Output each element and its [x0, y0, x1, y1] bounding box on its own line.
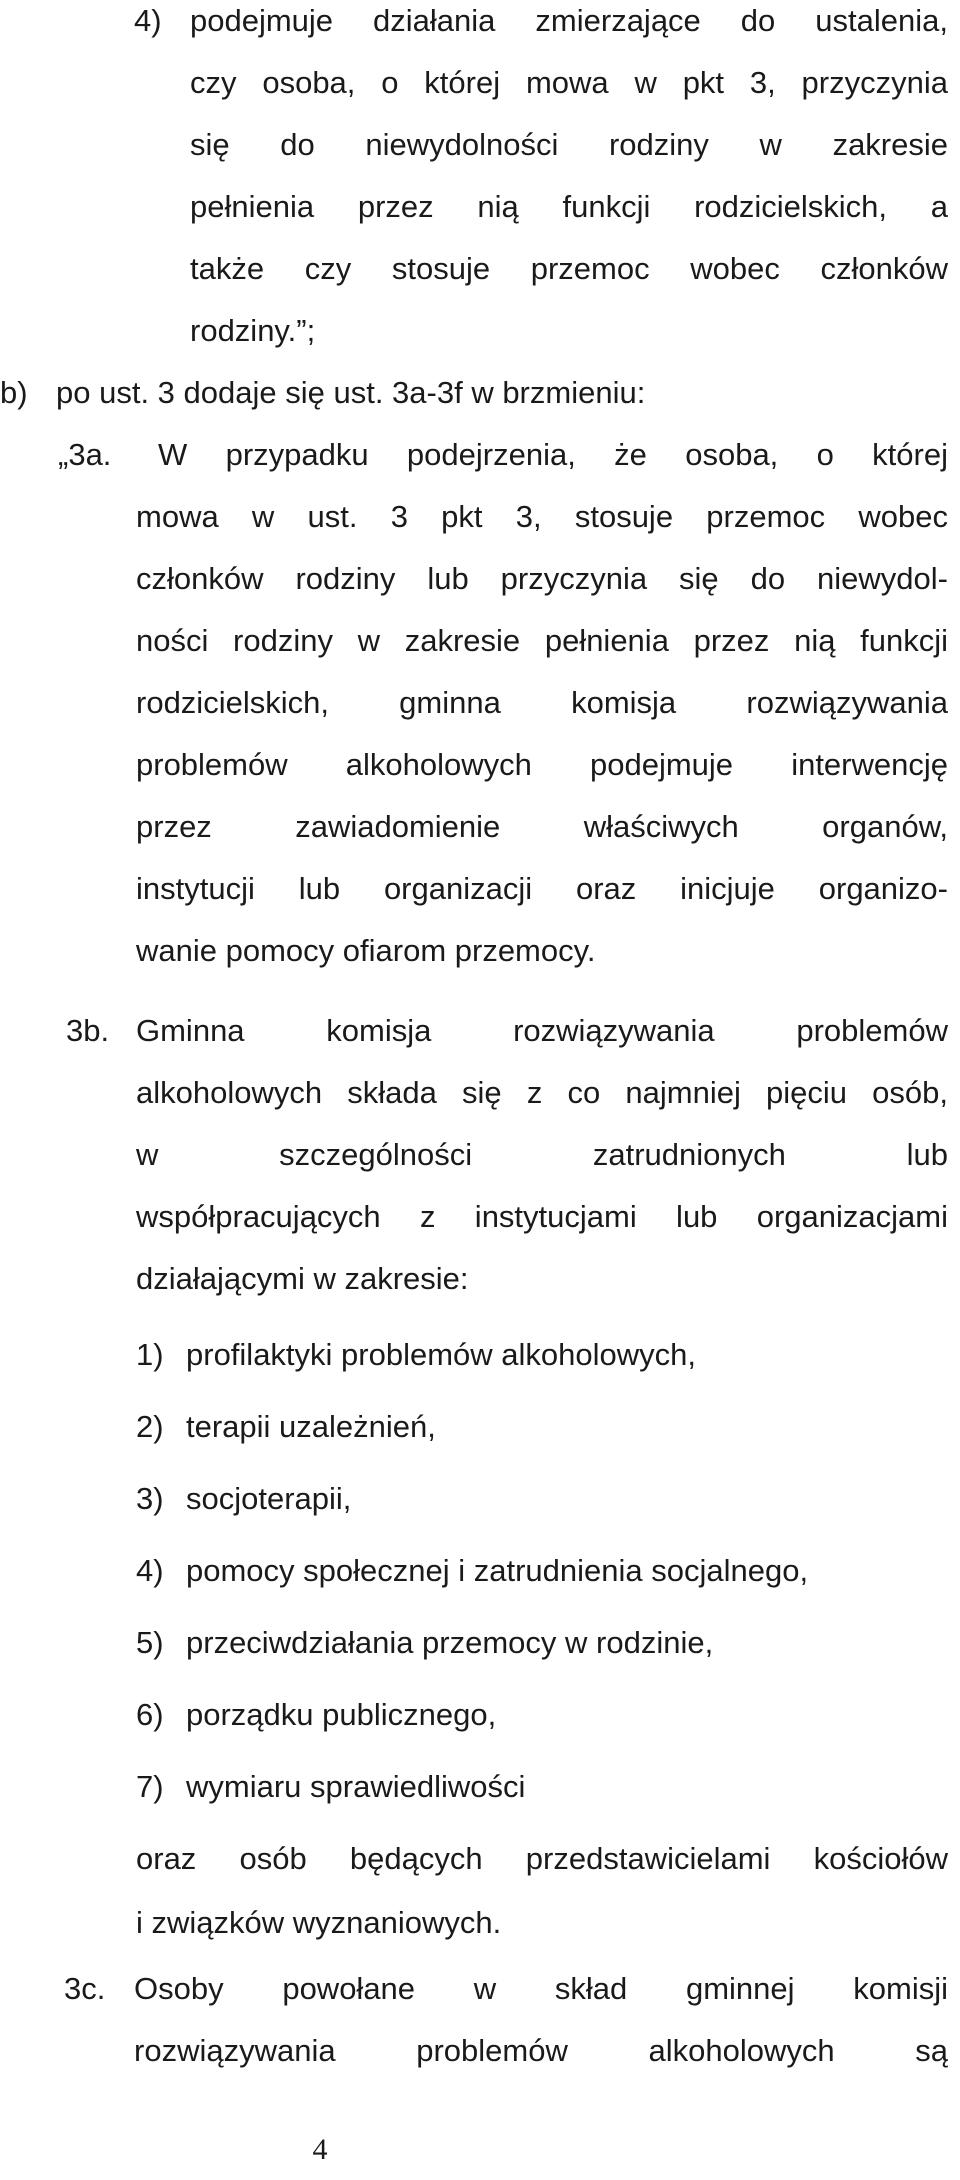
list-item-text: profilaktyki problemów alkoholowych, — [186, 1337, 697, 1372]
section-3b-line-5: działającymi w zakresie: — [136, 1261, 469, 1296]
item-4-line-1: podejmuje działania zmierzające do ustalenia, — [190, 3, 948, 38]
section-3b-line-3: w szczególności zatrudnionych lub — [136, 1137, 948, 1172]
section-3a-line-1: W przypadku podejrzenia, że osoba, o której — [158, 437, 948, 472]
list-item-text: przeciwdziałania przemocy w rodzinie, — [186, 1625, 714, 1660]
item-4-number: 4) — [134, 3, 162, 38]
section-3a-line-2: mowa w ust. 3 pkt 3, stosuje przemoc wobec — [136, 499, 948, 534]
section-3c-label: 3c. — [64, 1971, 106, 2006]
section-3a-line-5: rodzicielskich, gminna komisja rozwiązywania — [136, 685, 948, 720]
section-3a-line-7: przez zawiadomienie właściwych organów, — [136, 809, 948, 844]
section-3a-line-3: członków rodziny lub przyczynia się do niewydol- — [136, 561, 948, 596]
list-item-number: 4) — [136, 1553, 164, 1588]
amendment-b-label: b) — [0, 375, 28, 410]
section-3c-line-1: Osoby powołane w skład gminnej komisji — [134, 1971, 948, 2006]
item-4-line-4: pełnienia przez nią funkcji rodzicielskich, a — [190, 189, 948, 224]
section-3a-label: „3a. — [58, 437, 112, 472]
list-item-number: 1) — [136, 1337, 164, 1372]
section-3a-line-6: problemów alkoholowych podejmuje interwencję — [136, 747, 948, 782]
item-4-line-2: czy osoba, o której mowa w pkt 3, przyczynia — [190, 65, 948, 100]
section-3b-line-1: Gminna komisja rozwiązywania problemów — [136, 1013, 948, 1048]
section-3c-line-2: rozwiązywania problemów alkoholowych są — [134, 2033, 948, 2068]
item-4-line-6: rodziny.”; — [190, 313, 316, 348]
list-item-number: 6) — [136, 1697, 164, 1732]
list-item-number: 2) — [136, 1409, 164, 1444]
amendment-b-text: po ust. 3 dodaje się ust. 3a-3f w brzmieniu: — [56, 375, 646, 410]
item-4-line-3: się do niewydolności rodziny w zakresie — [190, 127, 948, 162]
list-item-number: 3) — [136, 1481, 164, 1516]
section-3b-closing-line-1: oraz osób będących przedstawicielami kościołów — [136, 1841, 948, 1876]
item-4-line-5: także czy stosuje przemoc wobec członków — [190, 251, 948, 286]
list-item-text: porządku publicznego, — [186, 1697, 497, 1732]
list-item-number: 5) — [136, 1625, 164, 1660]
section-3b-line-2: alkoholowych składa się z co najmniej pięciu osób, — [136, 1075, 948, 1110]
section-3a-line-8: instytucji lub organizacji oraz inicjuje organizo- — [136, 871, 948, 906]
section-3b-label: 3b. — [66, 1013, 110, 1048]
list-item-number: 7) — [136, 1769, 164, 1804]
list-item-text: wymiaru sprawiedliwości — [186, 1769, 526, 1804]
section-3b-closing-line-2: i związków wyznaniowych. — [136, 1905, 502, 1940]
list-item-text: socjoterapii, — [186, 1481, 352, 1516]
page-number: 4 — [312, 2133, 328, 2166]
section-3b-line-4: współpracujących z instytucjami lub organizacjami — [136, 1199, 948, 1234]
section-3a-line-9: wanie pomocy ofiarom przemocy. — [136, 933, 596, 968]
section-3a-line-4: ności rodziny w zakresie pełnienia przez nią funkcji — [136, 623, 948, 658]
list-item-text: terapii uzależnień, — [186, 1409, 436, 1444]
list-item-text: pomocy społecznej i zatrudnienia socjalnego, — [186, 1553, 809, 1588]
